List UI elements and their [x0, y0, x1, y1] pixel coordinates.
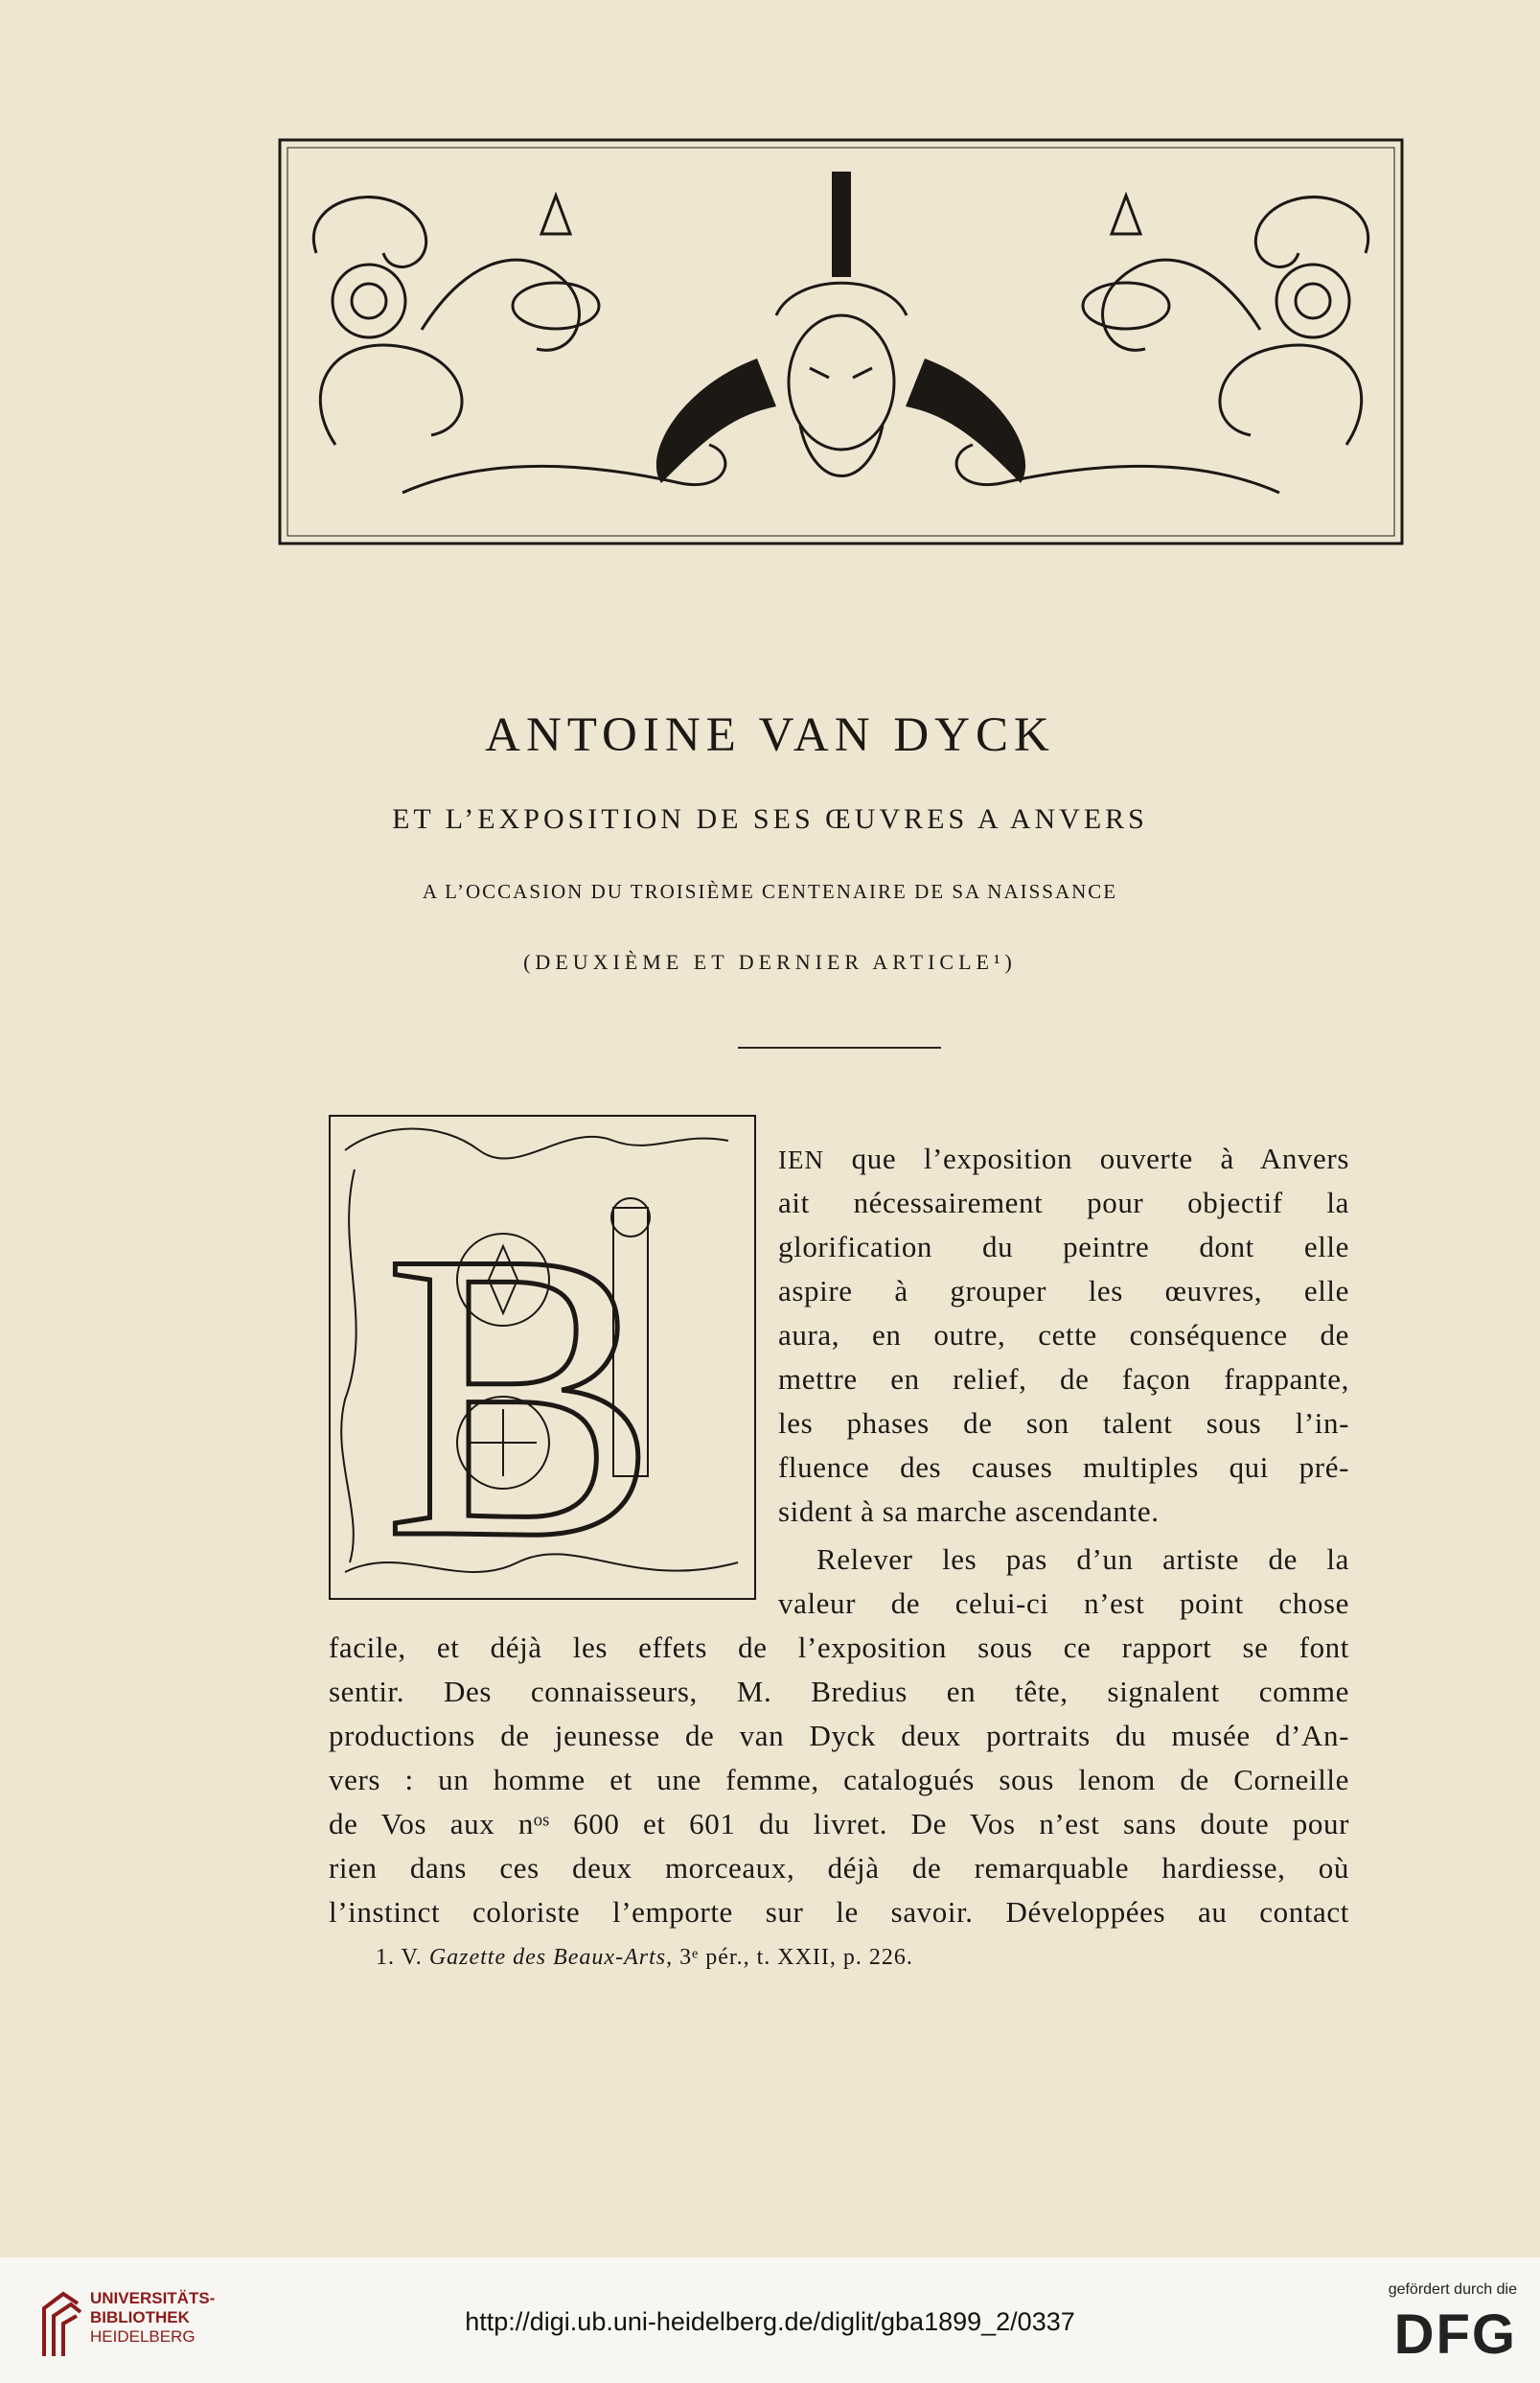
- text-line: facile, et déjà les effets de l’exposition sous ce rapport se font: [329, 1631, 1349, 1664]
- article-title: ANTOINE VAN DYCK: [485, 708, 1055, 762]
- text-line: de Vos aux nᵒˢ 600 et 601 du livret. De Vos n’est sans doute pour: [329, 1807, 1349, 1840]
- library-line1: UNIVERSITÄTS-: [90, 2289, 216, 2307]
- first-word-rest: IEN: [778, 1145, 824, 1174]
- article-subtitle: ET L’EXPOSITION DE SES ŒUVRES A ANVERS: [392, 803, 1148, 835]
- dfg-logo: DFG: [1393, 2303, 1517, 2366]
- funding-note: gefördert durch die: [1388, 2281, 1517, 2298]
- text-line: sident à sa marche ascendante.: [778, 1494, 1160, 1528]
- text-line: productions de jeunesse de van Dyck deux portraits du musée d’An-: [329, 1719, 1349, 1752]
- text-line: aura, en outre, cette conséquence de: [778, 1318, 1349, 1352]
- text-line: rien dans ces deux morceaux, déjà de remarquable hardiesse, où: [329, 1851, 1349, 1885]
- text-line: mettre en relief, de façon frappante,: [778, 1362, 1349, 1396]
- text-line: vers : un homme et une femme, catalogués sous lenom de Corneille: [329, 1763, 1349, 1796]
- library-line3: HEIDELBERG: [90, 2327, 195, 2346]
- ornamental-header-banner: [278, 138, 1404, 545]
- separator-rule: [738, 1047, 941, 1049]
- footnote-rest: , 3ᵉ pér., t. XXII, p. 226.: [666, 1945, 913, 1970]
- text-line: fluence des causes multiples qui pré-: [778, 1450, 1349, 1484]
- text-line: glorification du peintre dont elle: [778, 1230, 1349, 1263]
- text-line: aspire à grouper les œuvres, elle: [778, 1274, 1349, 1307]
- text-line: l’instinct coloriste l’emporte sur le savoir. Développées au contact: [329, 1895, 1349, 1929]
- decorated-initial-b: [326, 1112, 759, 1603]
- text-line: Relever les pas d’un artiste de la: [816, 1542, 1349, 1576]
- permalink-url[interactable]: http://digi.ub.uni-heidelberg.de/diglit/gba1899_2/0337: [465, 2307, 1075, 2336]
- library-line2: BIBLIOTHEK: [90, 2308, 190, 2326]
- text-line: ait nécessairement pour objectif la: [778, 1186, 1349, 1219]
- footnote-prefix: 1. V.: [376, 1945, 429, 1970]
- article-part: (DEUXIÈME ET DERNIER ARTICLE¹): [523, 950, 1017, 974]
- text-line: les phases de son talent sous l’in-: [778, 1406, 1349, 1440]
- footnote-journal: Gazette des Beaux-Arts: [428, 1945, 667, 1970]
- text-line: sentir. Des connaisseurs, M. Bredius en tête, signalent comme: [329, 1675, 1349, 1708]
- line-text: que l’exposition ouverte à Anvers: [851, 1142, 1349, 1175]
- text-line: [778, 1137, 1349, 1182]
- footnote: [376, 1945, 913, 1971]
- article-occasion: A L’OCCASION DU TROISIÈME CENTENAIRE DE SA NAISSANCE: [422, 880, 1118, 903]
- initial-letter: B: [383, 1168, 658, 1603]
- text-line: valeur de celui-ci n’est point chose: [778, 1586, 1349, 1620]
